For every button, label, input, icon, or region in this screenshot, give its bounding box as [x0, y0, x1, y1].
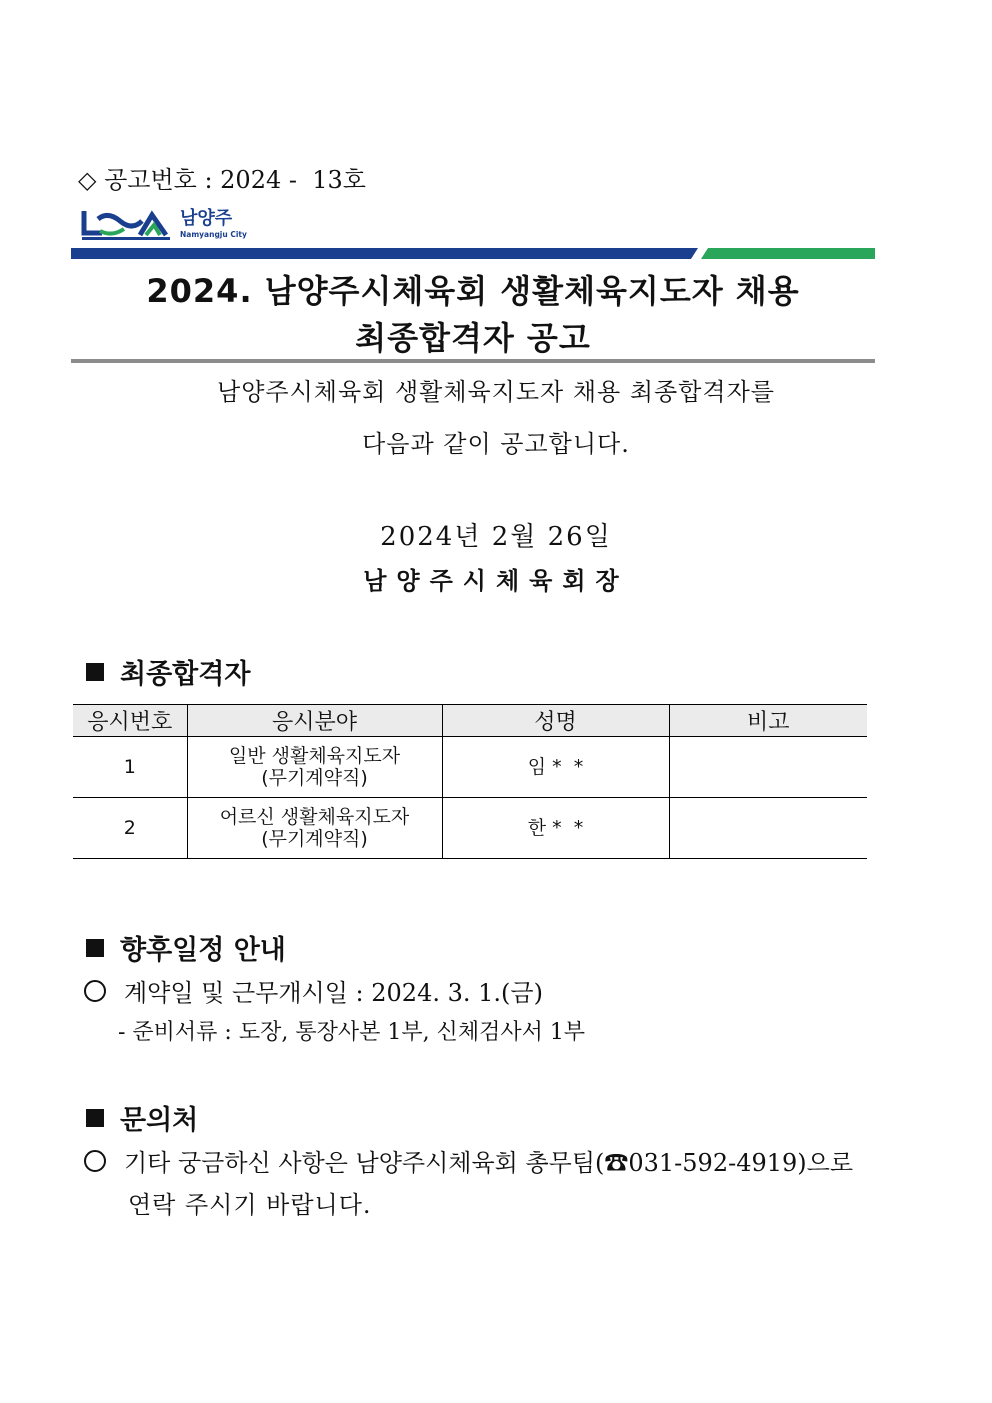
section-finalists-label: 최종합격자 — [120, 659, 251, 690]
header-color-bar — [71, 248, 875, 259]
contact-line1: 기타 궁금하신 사항은 남양주시체육회 총무팀(☎031-592-4919)으로 — [124, 1149, 854, 1177]
contact-item — [84, 1143, 853, 1178]
schedule-item — [84, 973, 543, 1008]
table-header-row — [73, 705, 867, 737]
circle-bullet-icon — [84, 980, 106, 1002]
section-schedule-label: 향후일정 안내 — [120, 935, 286, 966]
schedule-docs: - 준비서류 : 도장, 통장사본 1부, 신체검사서 1부 — [118, 1020, 586, 1045]
table-row — [73, 737, 867, 798]
header-field: 응시분야 — [187, 705, 442, 737]
contact-line2: 연락 주시기 바랍니다. — [128, 1191, 372, 1219]
cell-note — [669, 798, 867, 859]
cell-field-line1: 일반 생활체육지도자 — [228, 745, 401, 767]
cell-applicant-no: 2 — [73, 798, 187, 859]
page-title-line1: 2024. 남양주시체육회 생활체육지도자 채용 — [146, 272, 800, 310]
intro-line2: 다음과 같이 공고합니다. — [362, 430, 630, 458]
section-finalists — [86, 652, 250, 691]
header-note: 비고 — [669, 705, 867, 737]
notice-number: ◇ 공고번호 : 2024 - 13호 — [78, 166, 366, 194]
cell-field-line2: (무기계약직) — [261, 828, 368, 850]
table-row — [73, 798, 867, 859]
section-contact — [86, 1098, 198, 1137]
square-bullet-icon — [86, 1109, 104, 1127]
cell-field-line2: (무기계약직) — [261, 767, 368, 789]
cell-applicant-no: 1 — [73, 737, 187, 798]
section-contact-label: 문의처 — [120, 1105, 199, 1136]
logo-name-ko: 남양주 — [180, 207, 233, 229]
cell-field — [187, 737, 442, 798]
header-name: 성명 — [442, 705, 669, 737]
page-title-line2: 최종합격자 공고 — [355, 319, 591, 357]
cell-name: 임 * * — [442, 737, 669, 798]
cell-field — [187, 798, 442, 859]
namyangju-logo-icon — [80, 207, 172, 241]
schedule-item-text: 계약일 및 근무개시일 : 2024. 3. 1.(금) — [124, 979, 543, 1007]
cell-field-line1: 어르신 생활체육지도자 — [219, 806, 410, 828]
cell-note — [669, 737, 867, 798]
logo-name-en: Namyangju City — [180, 229, 247, 239]
intro-line1: 남양주시체육회 생활체육지도자 채용 최종합격자를 — [217, 378, 775, 406]
square-bullet-icon — [86, 663, 104, 681]
namyangju-logo — [80, 204, 247, 244]
section-schedule — [86, 928, 286, 967]
square-bullet-icon — [86, 939, 104, 957]
cell-name: 한 * * — [442, 798, 669, 859]
issuer: 남양주시체육회장 — [363, 567, 629, 595]
finalists-table — [73, 704, 867, 859]
announcement-date: 2024년 2월 26일 — [380, 522, 612, 552]
circle-bullet-icon — [84, 1150, 106, 1172]
header-applicant-no: 응시번호 — [73, 705, 187, 737]
title-divider — [71, 359, 875, 363]
